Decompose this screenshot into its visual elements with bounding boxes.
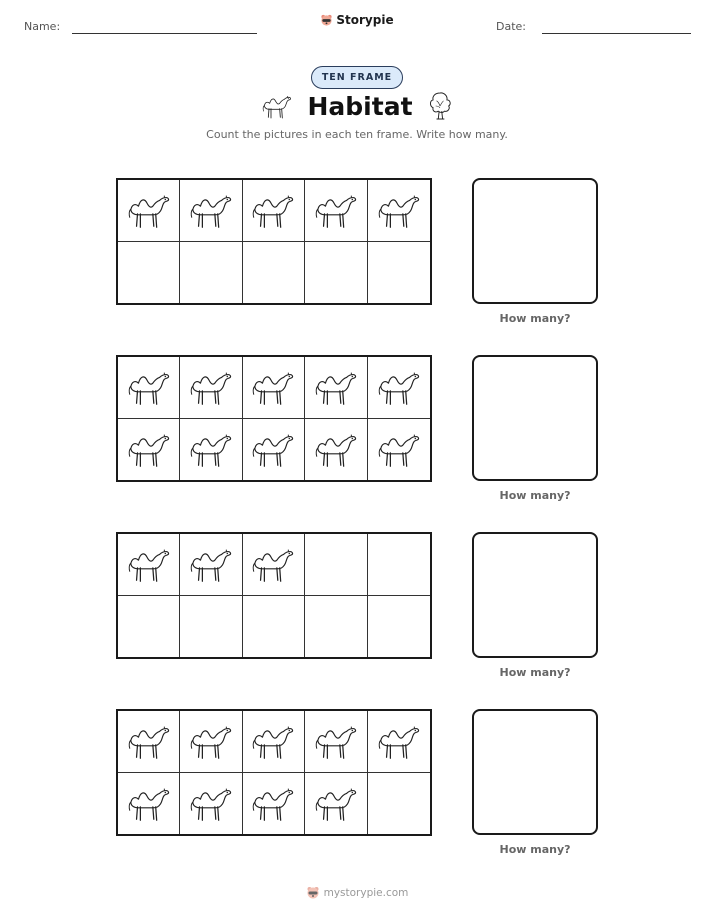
camel-icon — [313, 429, 359, 469]
ten-frame-cell — [305, 711, 367, 773]
how-many-label: How many? — [499, 666, 571, 679]
ten-frame-cell — [368, 357, 430, 419]
ten-frame-cell — [243, 242, 305, 304]
camel-icon — [261, 92, 293, 120]
camel-icon — [313, 783, 359, 823]
camel-icon — [188, 190, 234, 230]
ten-frame — [116, 709, 432, 836]
camel-icon — [188, 544, 234, 584]
ten-frame-cell — [180, 596, 242, 658]
camel-icon — [126, 544, 172, 584]
camel-icon — [313, 367, 359, 407]
camel-icon — [250, 429, 296, 469]
ten-frame-cell — [368, 711, 430, 773]
ten-frame-cell — [243, 534, 305, 596]
ten-frame-cell — [368, 596, 430, 658]
ten-frame-cell — [305, 419, 367, 481]
instructions: Count the pictures in each ten frame. Write how many. — [206, 128, 508, 141]
ten-frame-cell — [180, 419, 242, 481]
ten-frame-cell — [243, 596, 305, 658]
ten-frame — [116, 532, 432, 659]
answer-box[interactable] — [472, 355, 598, 481]
ten-frame-cell — [118, 773, 180, 835]
ten-frame-cell — [305, 596, 367, 658]
ten-frame-cell — [305, 180, 367, 242]
camel-icon — [126, 367, 172, 407]
camel-icon — [250, 721, 296, 761]
camel-icon — [376, 190, 422, 230]
camel-icon — [126, 190, 172, 230]
ten-frame-cell — [368, 242, 430, 304]
ten-frame-cell — [180, 242, 242, 304]
answer-box[interactable] — [472, 709, 598, 835]
camel-icon — [188, 721, 234, 761]
ten-frame-badge: TEN FRAME — [311, 66, 403, 89]
name-label: Name: — [24, 20, 61, 33]
ten-frame-cell — [368, 534, 430, 596]
ten-frame — [116, 355, 432, 482]
ten-frame-cell — [118, 596, 180, 658]
ten-frame-cell — [305, 534, 367, 596]
footer-url: mystorypie.com — [323, 886, 409, 899]
ten-frame-cell — [180, 357, 242, 419]
footer — [0, 885, 714, 900]
ten-frame-cell — [243, 711, 305, 773]
ten-frame-cell — [118, 357, 180, 419]
camel-icon — [376, 429, 422, 469]
storypie-bear-icon — [320, 13, 333, 27]
ten-frame-cell — [118, 242, 180, 304]
camel-icon — [188, 429, 234, 469]
how-many-label: How many? — [499, 489, 571, 502]
camel-icon — [126, 721, 172, 761]
ten-frame-cell — [368, 773, 430, 835]
brand-logo — [0, 13, 714, 27]
ten-frame-cell — [243, 773, 305, 835]
camel-icon — [250, 190, 296, 230]
page-title: Habitat — [307, 91, 413, 121]
ten-frame-cell — [118, 419, 180, 481]
ten-frame-cell — [118, 534, 180, 596]
ten-frame-cell — [180, 711, 242, 773]
camel-icon — [250, 367, 296, 407]
camel-icon — [188, 783, 234, 823]
camel-icon — [188, 367, 234, 407]
camel-icon — [250, 544, 296, 584]
date-line[interactable] — [542, 33, 691, 34]
ten-frame-cell — [305, 773, 367, 835]
title-row — [0, 90, 714, 122]
name-line[interactable] — [72, 33, 257, 34]
camel-icon — [126, 783, 172, 823]
how-many-label: How many? — [499, 312, 571, 325]
camel-icon — [313, 721, 359, 761]
camel-icon — [126, 429, 172, 469]
answer-box[interactable] — [472, 178, 598, 304]
how-many-label: How many? — [499, 843, 571, 856]
ten-frame-cell — [118, 711, 180, 773]
camel-icon — [376, 367, 422, 407]
ten-frame-cell — [305, 357, 367, 419]
ten-frame-cell — [243, 180, 305, 242]
storypie-bear-icon — [306, 885, 320, 900]
ten-frame-cell — [180, 773, 242, 835]
ten-frame-cell — [118, 180, 180, 242]
brand-name: Storypie — [336, 13, 394, 27]
ten-frame-cell — [368, 180, 430, 242]
ten-frame — [116, 178, 432, 305]
ten-frame-cell — [180, 534, 242, 596]
tree-icon — [427, 90, 453, 122]
date-label: Date: — [496, 20, 526, 33]
ten-frame-cell — [243, 357, 305, 419]
camel-icon — [313, 190, 359, 230]
ten-frame-cell — [180, 180, 242, 242]
ten-frame-cell — [243, 419, 305, 481]
camel-icon — [250, 783, 296, 823]
ten-frame-cell — [368, 419, 430, 481]
answer-box[interactable] — [472, 532, 598, 658]
ten-frame-cell — [305, 242, 367, 304]
camel-icon — [376, 721, 422, 761]
